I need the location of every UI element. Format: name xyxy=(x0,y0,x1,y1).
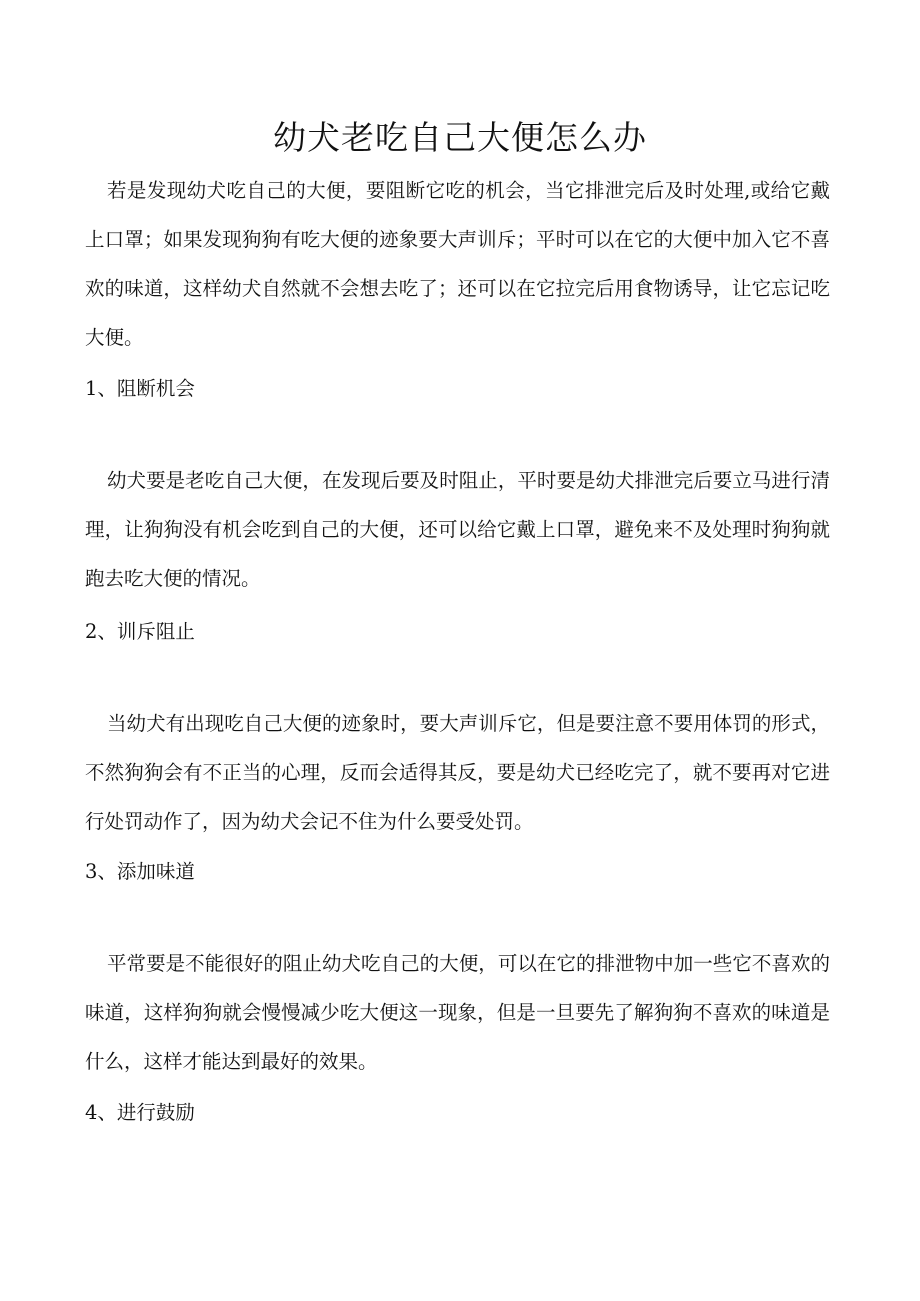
section-heading-1: 1、阻断机会 xyxy=(85,377,195,400)
section-body-2: 当幼犬有出现吃自己大便的迹象时，要大声训斥它，但是要注意不要用体罚的形式，不然狗狗会有不正当的心理，反而会适得其反，要是幼犬已经吃完了，就不要再对它进行处罚动作了，因为幼犬会记不住为什么要受处罚。 xyxy=(85,712,830,833)
section-heading-3: 3、添加味道 xyxy=(85,860,195,883)
section-body-1: 幼犬要是老吃自己大便，在发现后要及时阻止，平时要是幼犬排泄完后要立马进行清理，让狗狗没有机会吃到自己的大便，还可以给它戴上口罩，避免来不及处理时狗狗就跑去吃大便的情况。 xyxy=(85,469,830,590)
document-title: 幼犬老吃自己大便怎么办 xyxy=(273,118,647,157)
intro-paragraph: 若是发现幼犬吃自己的大便，要阻断它吃的机会，当它排泄完后及时处理,或给它戴上口罩；如果发现狗狗有吃大便的迹象要大声训斥；平时可以在它的大便中加入它不喜欢的味道，这样幼犬自然就不会想去吃了；还可以在它拉完后用食物诱导，让它忘记吃大便。 xyxy=(85,179,830,349)
section-heading-2: 2、训斥阻止 xyxy=(85,620,195,643)
section-heading-4: 4、进行鼓励 xyxy=(85,1101,195,1124)
section-body-3: 平常要是不能很好的阻止幼犬吃自己的大便，可以在它的排泄物中加一些它不喜欢的味道，这样狗狗就会慢慢减少吃大便这一现象，但是一旦要先了解狗狗不喜欢的味道是什么，这样才能达到最好的效果。 xyxy=(85,952,830,1073)
